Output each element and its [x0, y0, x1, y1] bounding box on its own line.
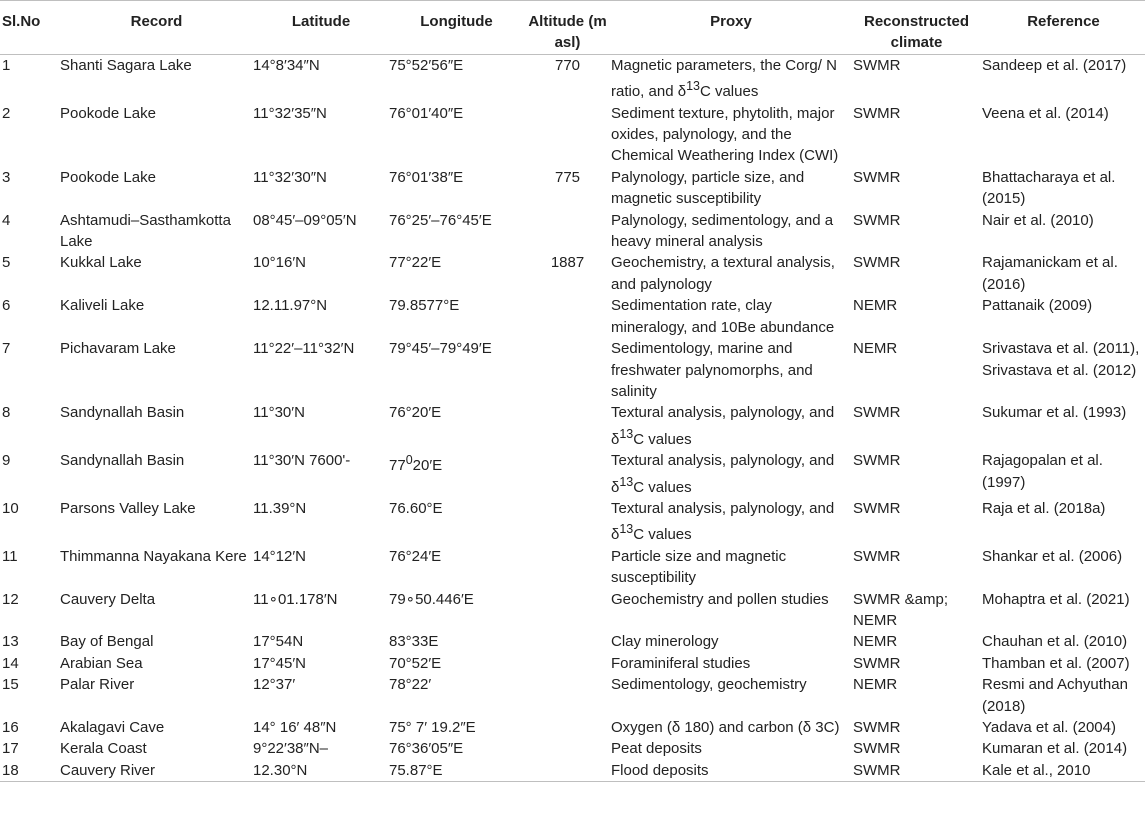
cell-proxy: Sedimentation rate, clay mineralogy, and 10Be abundance: [611, 297, 835, 336]
cell-proxy: Clay minerology: [611, 633, 719, 651]
cell-reconstructed-climate: SWMR: [851, 760, 982, 782]
cell-latitude: 11°22′–11°32′N: [253, 340, 355, 358]
cell-sl-no: 9: [2, 452, 11, 470]
table-row: [0, 54, 1145, 102]
cell-proxy: Flood deposits: [611, 760, 851, 782]
cell-proxy: Textural analysis, palynology, and $\delta^{13}C$ values: [611, 404, 835, 448]
cell-record: Pookode Lake: [60, 104, 156, 122]
cell-reference: Yadava et al. (2004): [982, 719, 1116, 736]
cell-reference: Mohaptra et al. (2021): [982, 590, 1130, 608]
cell-sl-no: 10: [2, 499, 19, 517]
table-row: [0, 738, 1145, 759]
table-row: [0, 546, 1145, 589]
table-row: [0, 653, 1145, 674]
cell-record: Sandynallah Basin: [60, 452, 185, 470]
cell-longitude: 76.60°E: [389, 499, 443, 517]
cell-proxy: Magnetic parameters, the Corg/ N ratio, and $\delta^{13}C$ values: [611, 56, 837, 101]
cell-longitude: 76°24′E: [389, 547, 442, 565]
cell-reconstructed-climate: NEMR: [853, 340, 898, 358]
cell-reference: Veena et al. (2014): [982, 104, 1109, 122]
cell-sl-no: 5: [2, 254, 11, 272]
cell-record: Thimmanna Nayakana Kere: [60, 547, 247, 565]
cell-reference: Pattanaik (2009): [982, 297, 1093, 315]
table-row: [0, 295, 1145, 338]
cell-longitude: 79∘50.446′E: [389, 590, 474, 608]
cell-reference: Rajagopalan et al. (1997): [982, 452, 1103, 491]
header-altitude: Altitude (m asl): [524, 1, 611, 55]
cell-sl-no: 6: [2, 297, 11, 315]
cell-altitude: [524, 103, 611, 167]
table-row: [0, 338, 1145, 402]
cell-longitude: 76°36′05″E: [389, 740, 464, 758]
cell-altitude: [524, 546, 611, 589]
cell-longitude: 77°22′E: [389, 254, 442, 272]
cell-record: Sandynallah Basin: [60, 404, 185, 422]
cell-altitude: [524, 295, 611, 338]
cell-altitude: [524, 338, 611, 402]
cell-reconstructed-climate: NEMR: [853, 297, 898, 315]
cell-reconstructed-climate: SWMR: [853, 654, 901, 672]
cell-record: Kukkal Lake: [60, 254, 142, 272]
cell-longitude: 75° 7′ 19.2″E: [389, 719, 476, 736]
cell-sl-no: 16: [2, 719, 19, 736]
cell-latitude: 11.39°N: [253, 499, 307, 517]
cell-proxy: Sedimentology, marine and freshwater palynomorphs, and salinity: [611, 340, 813, 400]
cell-altitude: [524, 450, 611, 498]
cell-proxy: Sedimentology, geochemistry: [611, 676, 807, 694]
cell-altitude: [524, 402, 611, 450]
cell-latitude: 9°22′38″N–: [253, 740, 329, 758]
cell-record: Ashtamudi–Sasthamkotta Lake: [60, 211, 231, 251]
cell-altitude: [524, 210, 611, 253]
header-proxy: Proxy: [611, 1, 851, 55]
cell-altitude: [524, 674, 611, 717]
cell-sl-no: 3: [2, 168, 11, 186]
header-reference: Reference: [982, 1, 1145, 55]
cell-altitude: [524, 498, 611, 546]
cell-latitude: 11∘01.178′N: [253, 590, 338, 608]
cell-record: Pichavaram Lake: [60, 340, 176, 358]
cell-reconstructed-climate: SWMR: [853, 719, 901, 736]
cell-latitude: 11°30′N 7600'-: [253, 452, 351, 470]
cell-latitude: 12°37′: [253, 676, 296, 694]
cell-longitude: $77^020'E$: [389, 453, 443, 475]
cell-proxy: Geochemistry, a textural analysis, and palynology: [611, 254, 835, 293]
cell-reconstructed-climate: SWMR: [853, 547, 901, 565]
cell-latitude: 12.30°N: [253, 760, 389, 782]
table-row: [0, 402, 1145, 450]
table-row: [0, 631, 1145, 652]
cell-reference: Srivastava et al. (2011), Srivastava et al. (2012): [982, 340, 1140, 379]
cell-altitude: 775: [554, 168, 581, 186]
cell-reconstructed-climate: SWMR: [853, 404, 901, 422]
cell-reference: Nair et al. (2010): [982, 211, 1094, 229]
cell-proxy: Oxygen (δ 180) and carbon (δ 3C): [611, 719, 840, 736]
cell-sl-no: 1: [2, 56, 11, 74]
cell-reference: Bhattacharaya et al. (2015): [982, 168, 1116, 208]
cell-proxy: Particle size and magnetic susceptibility: [611, 547, 787, 587]
cell-sl-no: 2: [2, 104, 11, 122]
cell-altitude: [524, 760, 611, 782]
cell-sl-no: 8: [2, 404, 11, 422]
cell-altitude: 1887: [550, 254, 585, 272]
cell-record: Pookode Lake: [60, 168, 156, 186]
cell-reconstructed-climate: SWMR: [853, 740, 901, 758]
cell-longitude: 79.8577°E: [389, 297, 460, 315]
table-row: [0, 589, 1145, 632]
cell-reference: Sukumar et al. (1993): [982, 404, 1127, 422]
cell-altitude: [524, 631, 611, 652]
cell-latitude: 11°30′N: [253, 404, 305, 422]
cell-longitude: 79°45′–79°49′E: [389, 340, 492, 358]
cell-sl-no: 14: [2, 654, 19, 672]
cell-record: Arabian Sea: [60, 654, 143, 672]
cell-latitude: 11°32′35″N: [253, 104, 327, 122]
header-row: [0, 1, 1145, 55]
cell-sl-no: 15: [2, 676, 19, 694]
cell-record: Parsons Valley Lake: [60, 499, 196, 517]
cell-record: Akalagavi Cave: [60, 719, 165, 736]
cell-proxy: Textural analysis, palynology, and $\delta^{13}C$ values: [611, 499, 835, 544]
table-row: [0, 210, 1145, 253]
table-row: [0, 674, 1145, 717]
cell-sl-no: 11: [2, 547, 18, 565]
cell-sl-no: 4: [2, 211, 11, 229]
cell-record: Shanti Sagara Lake: [60, 56, 192, 74]
cell-sl-no: 17: [2, 740, 19, 758]
cell-sl-no: 18: [0, 760, 60, 782]
cell-reconstructed-climate: SWMR: [853, 452, 901, 470]
cell-record: Cauvery Delta: [60, 590, 156, 608]
cell-latitude: 14° 16′ 48″N: [253, 719, 337, 736]
cell-reference: Thamban et al. (2007): [982, 654, 1130, 672]
cell-reference: Kumaran et al. (2014): [982, 740, 1128, 758]
header-reconstructed-climate: Reconstructed climate: [851, 1, 982, 55]
cell-record: Palar River: [60, 676, 135, 694]
cell-altitude: [524, 653, 611, 674]
header-longitude: Longitude: [389, 1, 524, 55]
cell-record: Kerala Coast: [60, 740, 147, 758]
cell-reconstructed-climate: NEMR: [853, 676, 898, 694]
header-record: Record: [60, 1, 253, 55]
cell-latitude: 08°45′–09°05′N: [253, 211, 357, 229]
cell-reference: Sandeep et al. (2017): [982, 56, 1127, 74]
cell-reconstructed-climate: SWMR &amp; NEMR: [853, 590, 949, 629]
cell-sl-no: 13: [2, 633, 19, 651]
cell-altitude: [524, 717, 611, 738]
cell-longitude: 76°01′38″E: [389, 168, 464, 186]
cell-longitude: 75°52′56″E: [389, 56, 464, 74]
cell-record: Kaliveli Lake: [60, 297, 145, 315]
cell-proxy: Geochemistry and pollen studies: [611, 590, 829, 608]
cell-latitude: 11°32′30″N: [253, 168, 327, 186]
cell-reference: Rajamanickam et al. (2016): [982, 254, 1118, 293]
cell-proxy: Foraminiferal studies: [611, 654, 751, 672]
cell-latitude: 17°45′N: [253, 654, 307, 672]
table-row: [0, 760, 1145, 782]
cell-reconstructed-climate: SWMR: [853, 211, 901, 229]
cell-reconstructed-climate: SWMR: [853, 254, 901, 272]
header-latitude: Latitude: [253, 1, 389, 55]
cell-longitude: 78°22′: [389, 676, 432, 694]
cell-reconstructed-climate: SWMR: [853, 499, 901, 517]
cell-latitude: 14°12′N: [253, 547, 307, 565]
cell-reference: Kale et al., 2010: [982, 760, 1145, 782]
cell-reference: Shankar et al. (2006): [982, 547, 1123, 565]
cell-reconstructed-climate: SWMR: [853, 168, 901, 186]
table-row: [0, 450, 1145, 498]
cell-longitude: 75.87°E: [389, 760, 524, 782]
cell-longitude: 70°52′E: [389, 654, 442, 672]
cell-altitude: [524, 738, 611, 759]
cell-longitude: 83°33E: [389, 633, 439, 651]
cell-longitude: 76°01′40″E: [389, 104, 464, 122]
cell-record: Bay of Bengal: [60, 633, 154, 651]
cell-proxy: Sediment texture, phytolith, major oxides, palynology, and the Chemical Weathering Index (CWI): [611, 104, 839, 165]
cell-reconstructed-climate: SWMR: [853, 56, 901, 74]
cell-latitude: 10°16′N: [253, 254, 307, 272]
cell-reference: Resmi and Achyuthan (2018): [982, 676, 1128, 715]
cell-altitude: 770: [554, 56, 581, 74]
cell-reconstructed-climate: SWMR: [853, 104, 901, 122]
cell-longitude: 76°25′–76°45′E: [389, 211, 492, 229]
table-row: [0, 717, 1145, 738]
cell-reference: Chauhan et al. (2010): [982, 633, 1128, 651]
cell-reference: Raja et al. (2018a): [982, 499, 1106, 517]
cell-proxy: Palynology, sedimentology, and a heavy mineral analysis: [611, 211, 834, 251]
cell-sl-no: 7: [2, 340, 11, 358]
cell-altitude: [524, 589, 611, 632]
table-row: [0, 167, 1145, 210]
cell-latitude: 12.11.97°N: [253, 297, 328, 315]
cell-proxy: Palynology, particle size, and magnetic susceptibility: [611, 168, 805, 208]
table-row: [0, 103, 1145, 167]
cell-reconstructed-climate: NEMR: [853, 633, 898, 651]
header-sl-no: Sl.No: [0, 1, 60, 55]
cell-latitude: 14°8′34″N: [253, 56, 320, 74]
cell-proxy: Peat deposits: [611, 740, 702, 758]
cell-longitude: 76°20′E: [389, 404, 442, 422]
cell-sl-no: 12: [2, 590, 19, 608]
cell-latitude: 17°54N: [253, 633, 304, 651]
cell-proxy: Textural analysis, palynology, and $\delta^{13}C$ values: [611, 452, 835, 496]
table-row: [0, 498, 1145, 546]
cell-record: Cauvery River: [60, 760, 253, 782]
table-row: [0, 252, 1145, 295]
